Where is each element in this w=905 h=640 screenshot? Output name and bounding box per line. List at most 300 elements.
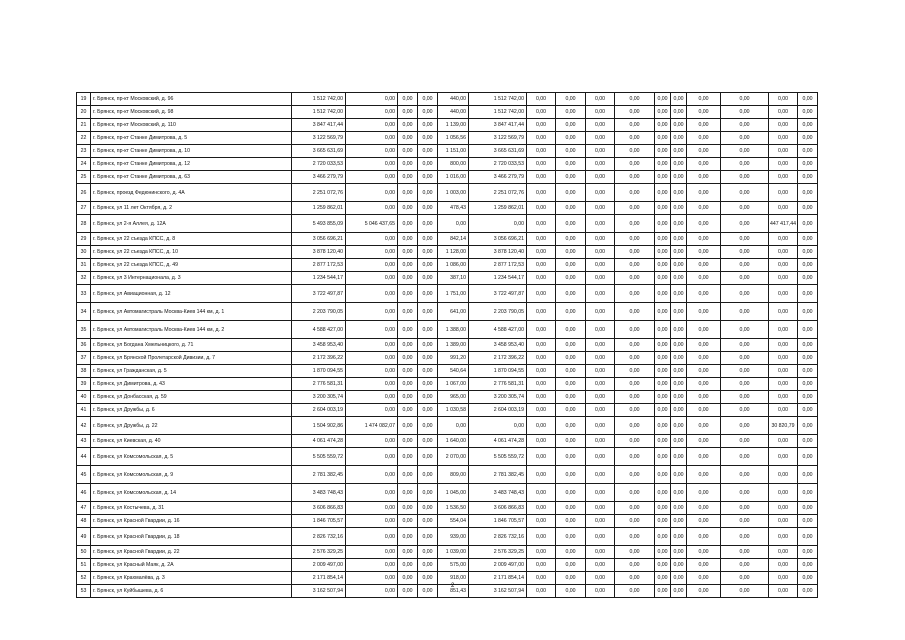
row-col8: 0,00 — [556, 515, 586, 528]
table-row — [77, 272, 818, 285]
row-col15: 0,00 — [769, 515, 798, 528]
row-col13: 0,00 — [687, 303, 721, 321]
row-col3: 0,00 — [398, 515, 418, 528]
row-total: 2 009 497,00 — [292, 559, 346, 572]
row-col12: 0,00 — [671, 171, 687, 184]
row-col10: 0,00 — [615, 417, 655, 435]
row-col16: 0,00 — [798, 559, 818, 572]
row-col8: 0,00 — [556, 145, 586, 158]
row-number: 53 — [77, 585, 91, 598]
row-number: 44 — [77, 448, 91, 466]
table-row — [77, 145, 818, 158]
row-col7: 0,00 — [527, 184, 556, 202]
row-col7: 0,00 — [527, 546, 556, 559]
row-col5: 965,00 — [438, 391, 469, 404]
row-col10: 0,00 — [615, 546, 655, 559]
row-number: 22 — [77, 132, 91, 145]
row-col4: 0,00 — [418, 484, 438, 502]
row-col7: 0,00 — [527, 215, 556, 233]
row-col8: 0,00 — [556, 391, 586, 404]
row-col7: 0,00 — [527, 466, 556, 484]
row-col11: 0,00 — [655, 303, 671, 321]
row-col15: 0,00 — [769, 484, 798, 502]
row-col11: 0,00 — [655, 233, 671, 246]
row-col4: 0,00 — [418, 303, 438, 321]
row-col2: 0,00 — [346, 378, 398, 391]
row-col6: 2 576 329,25 — [469, 546, 527, 559]
page-number: 2 — [451, 583, 455, 589]
row-col12: 0,00 — [671, 93, 687, 106]
row-col8: 0,00 — [556, 246, 586, 259]
row-col5: 1 128,00 — [438, 246, 469, 259]
row-col12: 0,00 — [671, 417, 687, 435]
row-col14: 0,00 — [721, 435, 769, 448]
row-col7: 0,00 — [527, 448, 556, 466]
row-col16: 0,00 — [798, 272, 818, 285]
row-col11: 0,00 — [655, 106, 671, 119]
row-col8: 0,00 — [556, 546, 586, 559]
row-col12: 0,00 — [671, 515, 687, 528]
row-col12: 0,00 — [671, 339, 687, 352]
row-col3: 0,00 — [398, 404, 418, 417]
row-col6: 3 466 279,79 — [469, 171, 527, 184]
row-col4: 0,00 — [418, 502, 438, 515]
row-col2: 0,00 — [346, 352, 398, 365]
row-number: 49 — [77, 528, 91, 546]
row-col13: 0,00 — [687, 202, 721, 215]
row-col15: 0,00 — [769, 246, 798, 259]
row-col3: 0,00 — [398, 352, 418, 365]
row-col8: 0,00 — [556, 184, 586, 202]
row-col10: 0,00 — [615, 365, 655, 378]
row-col15: 0,00 — [769, 272, 798, 285]
row-total: 3 722 497,87 — [292, 285, 346, 303]
row-col14: 0,00 — [721, 303, 769, 321]
row-col7: 0,00 — [527, 158, 556, 171]
table-row — [77, 502, 818, 515]
row-col12: 0,00 — [671, 585, 687, 598]
table-row — [77, 546, 818, 559]
row-col3: 0,00 — [398, 106, 418, 119]
row-col9: 0,00 — [586, 119, 615, 132]
row-number: 21 — [77, 119, 91, 132]
row-col8: 0,00 — [556, 484, 586, 502]
row-col15: 0,00 — [769, 391, 798, 404]
row-col3: 0,00 — [398, 585, 418, 598]
row-col12: 0,00 — [671, 466, 687, 484]
row-col14: 0,00 — [721, 106, 769, 119]
row-address: г. Брянск, ул Комсомольская, д. 9 — [91, 466, 292, 484]
row-col5: 1 067,00 — [438, 378, 469, 391]
row-col16: 0,00 — [798, 93, 818, 106]
row-col7: 0,00 — [527, 233, 556, 246]
row-col14: 0,00 — [721, 515, 769, 528]
row-col12: 0,00 — [671, 365, 687, 378]
row-col5: 1 056,56 — [438, 132, 469, 145]
row-col9: 0,00 — [586, 391, 615, 404]
row-total: 1 259 862,01 — [292, 202, 346, 215]
row-col15: 0,00 — [769, 106, 798, 119]
row-col11: 0,00 — [655, 321, 671, 339]
row-col16: 0,00 — [798, 484, 818, 502]
row-col11: 0,00 — [655, 404, 671, 417]
row-col4: 0,00 — [418, 106, 438, 119]
table-row — [77, 404, 818, 417]
row-col14: 0,00 — [721, 171, 769, 184]
row-address: г. Брянск, пр-кт Московский, д. 98 — [91, 106, 292, 119]
row-number: 30 — [77, 246, 91, 259]
row-col10: 0,00 — [615, 145, 655, 158]
row-col2: 0,00 — [346, 285, 398, 303]
row-col16: 0,00 — [798, 145, 818, 158]
row-total: 3 606 866,83 — [292, 502, 346, 515]
row-col13: 0,00 — [687, 93, 721, 106]
row-col14: 0,00 — [721, 352, 769, 365]
row-address: г. Брянск, ул Красной Гвардии, д. 16 — [91, 515, 292, 528]
row-col16: 0,00 — [798, 585, 818, 598]
row-col5: 800,00 — [438, 158, 469, 171]
row-col16: 0,00 — [798, 246, 818, 259]
row-address: г. Брянск, ул Донбасская, д. 59 — [91, 391, 292, 404]
row-col13: 0,00 — [687, 572, 721, 585]
row-address: г. Брянск, ул Комсомольская, д. 14 — [91, 484, 292, 502]
row-col16: 0,00 — [798, 119, 818, 132]
row-total: 3 847 417,44 — [292, 119, 346, 132]
row-col11: 0,00 — [655, 272, 671, 285]
row-col9: 0,00 — [586, 321, 615, 339]
row-col2: 0,00 — [346, 339, 398, 352]
row-number: 29 — [77, 233, 91, 246]
row-col8: 0,00 — [556, 528, 586, 546]
row-col14: 0,00 — [721, 572, 769, 585]
row-col5: 1 151,00 — [438, 145, 469, 158]
row-col4: 0,00 — [418, 404, 438, 417]
row-col6: 2 877 172,53 — [469, 259, 527, 272]
row-address: г. Брянск, пр-кт Московский, д. 96 — [91, 93, 292, 106]
row-col11: 0,00 — [655, 171, 671, 184]
row-total: 2 203 790,05 — [292, 303, 346, 321]
row-number: 52 — [77, 572, 91, 585]
housing-register-table — [76, 92, 818, 598]
row-col14: 0,00 — [721, 233, 769, 246]
row-col15: 0,00 — [769, 184, 798, 202]
row-col14: 0,00 — [721, 404, 769, 417]
row-col14: 0,00 — [721, 391, 769, 404]
row-col7: 0,00 — [527, 272, 556, 285]
row-col14: 0,00 — [721, 502, 769, 515]
row-col14: 0,00 — [721, 339, 769, 352]
row-col9: 0,00 — [586, 215, 615, 233]
row-col11: 0,00 — [655, 184, 671, 202]
row-col11: 0,00 — [655, 365, 671, 378]
row-col7: 0,00 — [527, 391, 556, 404]
row-address: г. Брянск, ул Красный Маяк, д. 2А — [91, 559, 292, 572]
row-col6: 1 512 742,00 — [469, 106, 527, 119]
table-row — [77, 365, 818, 378]
row-col9: 0,00 — [586, 546, 615, 559]
row-col14: 0,00 — [721, 365, 769, 378]
row-col11: 0,00 — [655, 391, 671, 404]
row-col10: 0,00 — [615, 502, 655, 515]
row-col9: 0,00 — [586, 202, 615, 215]
row-col8: 0,00 — [556, 106, 586, 119]
table-row — [77, 321, 818, 339]
row-col15: 0,00 — [769, 145, 798, 158]
row-col3: 0,00 — [398, 285, 418, 303]
row-col5: 1 039,00 — [438, 546, 469, 559]
row-col5: 939,00 — [438, 528, 469, 546]
row-col10: 0,00 — [615, 585, 655, 598]
row-col5: 440,00 — [438, 93, 469, 106]
row-col10: 0,00 — [615, 272, 655, 285]
row-number: 40 — [77, 391, 91, 404]
row-col4: 0,00 — [418, 435, 438, 448]
row-col7: 0,00 — [527, 339, 556, 352]
row-col5: 918,00 — [438, 572, 469, 585]
row-col7: 0,00 — [527, 435, 556, 448]
row-col7: 0,00 — [527, 106, 556, 119]
row-col14: 0,00 — [721, 285, 769, 303]
row-col4: 0,00 — [418, 378, 438, 391]
row-col12: 0,00 — [671, 378, 687, 391]
row-col15: 0,00 — [769, 321, 798, 339]
row-address: г. Брянск, ул 22 съезда КПСС, д. 10 — [91, 246, 292, 259]
row-col12: 0,00 — [671, 145, 687, 158]
row-total: 1 234 544,17 — [292, 272, 346, 285]
row-total: 3 056 696,21 — [292, 233, 346, 246]
row-col10: 0,00 — [615, 233, 655, 246]
row-col7: 0,00 — [527, 145, 556, 158]
row-col14: 0,00 — [721, 321, 769, 339]
row-col7: 0,00 — [527, 303, 556, 321]
row-col15: 447 417,44 — [769, 215, 798, 233]
row-col16: 0,00 — [798, 202, 818, 215]
row-col12: 0,00 — [671, 559, 687, 572]
row-col5: 1 536,50 — [438, 502, 469, 515]
row-col6: 2 172 396,22 — [469, 352, 527, 365]
row-col8: 0,00 — [556, 502, 586, 515]
row-number: 39 — [77, 378, 91, 391]
row-col10: 0,00 — [615, 303, 655, 321]
row-col8: 0,00 — [556, 119, 586, 132]
row-col12: 0,00 — [671, 448, 687, 466]
row-col5: 554,04 — [438, 515, 469, 528]
row-total: 1 512 742,00 — [292, 106, 346, 119]
row-col2: 0,00 — [346, 119, 398, 132]
row-col6: 1 234 544,17 — [469, 272, 527, 285]
row-col14: 0,00 — [721, 145, 769, 158]
row-col3: 0,00 — [398, 559, 418, 572]
row-col4: 0,00 — [418, 285, 438, 303]
row-address: г. Брянск, ул Крахмалёва, д. 3 — [91, 572, 292, 585]
row-col2: 0,00 — [346, 559, 398, 572]
row-address: г. Брянск, ул 2-я Аллея, д. 12А — [91, 215, 292, 233]
row-col14: 0,00 — [721, 484, 769, 502]
row-col4: 0,00 — [418, 119, 438, 132]
row-col14: 0,00 — [721, 378, 769, 391]
row-address: г. Брянск, ул Куйбышева, д. 6 — [91, 585, 292, 598]
row-col7: 0,00 — [527, 285, 556, 303]
row-col12: 0,00 — [671, 272, 687, 285]
row-col3: 0,00 — [398, 184, 418, 202]
row-col11: 0,00 — [655, 585, 671, 598]
row-col6: 2 604 003,19 — [469, 404, 527, 417]
table-row — [77, 448, 818, 466]
row-col13: 0,00 — [687, 215, 721, 233]
table-row — [77, 285, 818, 303]
table-row — [77, 303, 818, 321]
row-col9: 0,00 — [586, 171, 615, 184]
row-col6: 3 458 953,40 — [469, 339, 527, 352]
row-col9: 0,00 — [586, 145, 615, 158]
row-address: г. Брянск, ул Брянской Пролетарской Дивизии, д. 7 — [91, 352, 292, 365]
row-col6: 4 588 427,00 — [469, 321, 527, 339]
row-col12: 0,00 — [671, 215, 687, 233]
row-col9: 0,00 — [586, 259, 615, 272]
row-col8: 0,00 — [556, 272, 586, 285]
row-number: 31 — [77, 259, 91, 272]
row-number: 45 — [77, 466, 91, 484]
row-col14: 0,00 — [721, 246, 769, 259]
row-total: 2 604 003,19 — [292, 404, 346, 417]
document-sheet — [76, 92, 818, 598]
row-col11: 0,00 — [655, 285, 671, 303]
row-col8: 0,00 — [556, 404, 586, 417]
row-col15: 0,00 — [769, 448, 798, 466]
row-col14: 0,00 — [721, 528, 769, 546]
row-col10: 0,00 — [615, 119, 655, 132]
row-col16: 0,00 — [798, 528, 818, 546]
row-total: 2 776 581,31 — [292, 378, 346, 391]
row-col13: 0,00 — [687, 339, 721, 352]
row-total: 4 061 474,28 — [292, 435, 346, 448]
row-col2: 5 046 437,65 — [346, 215, 398, 233]
row-col8: 0,00 — [556, 321, 586, 339]
row-col10: 0,00 — [615, 321, 655, 339]
row-col9: 0,00 — [586, 559, 615, 572]
row-total: 2 251 072,76 — [292, 184, 346, 202]
row-col2: 0,00 — [346, 484, 398, 502]
row-col4: 0,00 — [418, 585, 438, 598]
row-col4: 0,00 — [418, 352, 438, 365]
row-col9: 0,00 — [586, 272, 615, 285]
table-row — [77, 435, 818, 448]
row-col13: 0,00 — [687, 132, 721, 145]
row-col3: 0,00 — [398, 365, 418, 378]
row-col12: 0,00 — [671, 484, 687, 502]
row-address: г. Брянск, пр-кт Станке Димитрова, д. 5 — [91, 132, 292, 145]
row-col11: 0,00 — [655, 572, 671, 585]
row-col15: 0,00 — [769, 435, 798, 448]
row-col13: 0,00 — [687, 404, 721, 417]
row-col14: 0,00 — [721, 448, 769, 466]
row-col5: 440,00 — [438, 106, 469, 119]
row-col15: 0,00 — [769, 404, 798, 417]
row-col12: 0,00 — [671, 502, 687, 515]
row-col7: 0,00 — [527, 365, 556, 378]
row-col13: 0,00 — [687, 246, 721, 259]
row-col6: 1 512 742,00 — [469, 93, 527, 106]
row-col13: 0,00 — [687, 466, 721, 484]
row-col15: 0,00 — [769, 339, 798, 352]
row-col10: 0,00 — [615, 202, 655, 215]
row-col11: 0,00 — [655, 202, 671, 215]
row-col10: 0,00 — [615, 106, 655, 119]
row-col9: 0,00 — [586, 515, 615, 528]
row-col3: 0,00 — [398, 448, 418, 466]
row-col15: 0,00 — [769, 233, 798, 246]
row-address: г. Брянск, ул Димитрова, д. 43 — [91, 378, 292, 391]
row-col2: 0,00 — [346, 158, 398, 171]
row-col9: 0,00 — [586, 184, 615, 202]
row-col11: 0,00 — [655, 417, 671, 435]
row-address: г. Брянск, ул Красной Гвардии, д. 18 — [91, 528, 292, 546]
row-col10: 0,00 — [615, 93, 655, 106]
row-number: 26 — [77, 184, 91, 202]
row-col10: 0,00 — [615, 515, 655, 528]
row-col2: 0,00 — [346, 585, 398, 598]
row-col15: 0,00 — [769, 259, 798, 272]
row-col8: 0,00 — [556, 171, 586, 184]
row-col6: 2 776 581,31 — [469, 378, 527, 391]
row-col6: 4 061 474,28 — [469, 435, 527, 448]
row-col11: 0,00 — [655, 132, 671, 145]
row-number: 24 — [77, 158, 91, 171]
row-col13: 0,00 — [687, 259, 721, 272]
row-col12: 0,00 — [671, 202, 687, 215]
row-col7: 0,00 — [527, 321, 556, 339]
row-col12: 0,00 — [671, 435, 687, 448]
row-col6: 3 122 569,79 — [469, 132, 527, 145]
row-col10: 0,00 — [615, 404, 655, 417]
row-col6: 3 056 696,21 — [469, 233, 527, 246]
row-address: г. Брянск, ул 3 Интернационала, д. 3 — [91, 272, 292, 285]
row-col2: 0,00 — [346, 145, 398, 158]
row-number: 25 — [77, 171, 91, 184]
row-col16: 0,00 — [798, 158, 818, 171]
row-col3: 0,00 — [398, 466, 418, 484]
row-col12: 0,00 — [671, 303, 687, 321]
row-col3: 0,00 — [398, 202, 418, 215]
row-col5: 2 070,00 — [438, 448, 469, 466]
row-col8: 0,00 — [556, 158, 586, 171]
row-col4: 0,00 — [418, 215, 438, 233]
row-col8: 0,00 — [556, 448, 586, 466]
row-total: 1 870 094,55 — [292, 365, 346, 378]
row-address: г. Брянск, пр-кт Станке Димитрова, д. 10 — [91, 145, 292, 158]
row-col2: 0,00 — [346, 365, 398, 378]
row-col8: 0,00 — [556, 435, 586, 448]
table-row — [77, 93, 818, 106]
row-col2: 0,00 — [346, 572, 398, 585]
row-col3: 0,00 — [398, 303, 418, 321]
row-col4: 0,00 — [418, 417, 438, 435]
row-col6: 3 665 631,69 — [469, 145, 527, 158]
table-row — [77, 233, 818, 246]
row-number: 43 — [77, 435, 91, 448]
row-col5: 1 016,00 — [438, 171, 469, 184]
row-col12: 0,00 — [671, 246, 687, 259]
row-col2: 0,00 — [346, 502, 398, 515]
row-col16: 0,00 — [798, 466, 818, 484]
row-address: г. Брянск, ул Гражданская, д. 5 — [91, 365, 292, 378]
row-col2: 0,00 — [346, 546, 398, 559]
row-col9: 0,00 — [586, 528, 615, 546]
row-col14: 0,00 — [721, 158, 769, 171]
table-row — [77, 158, 818, 171]
row-col9: 0,00 — [586, 233, 615, 246]
table-row — [77, 391, 818, 404]
